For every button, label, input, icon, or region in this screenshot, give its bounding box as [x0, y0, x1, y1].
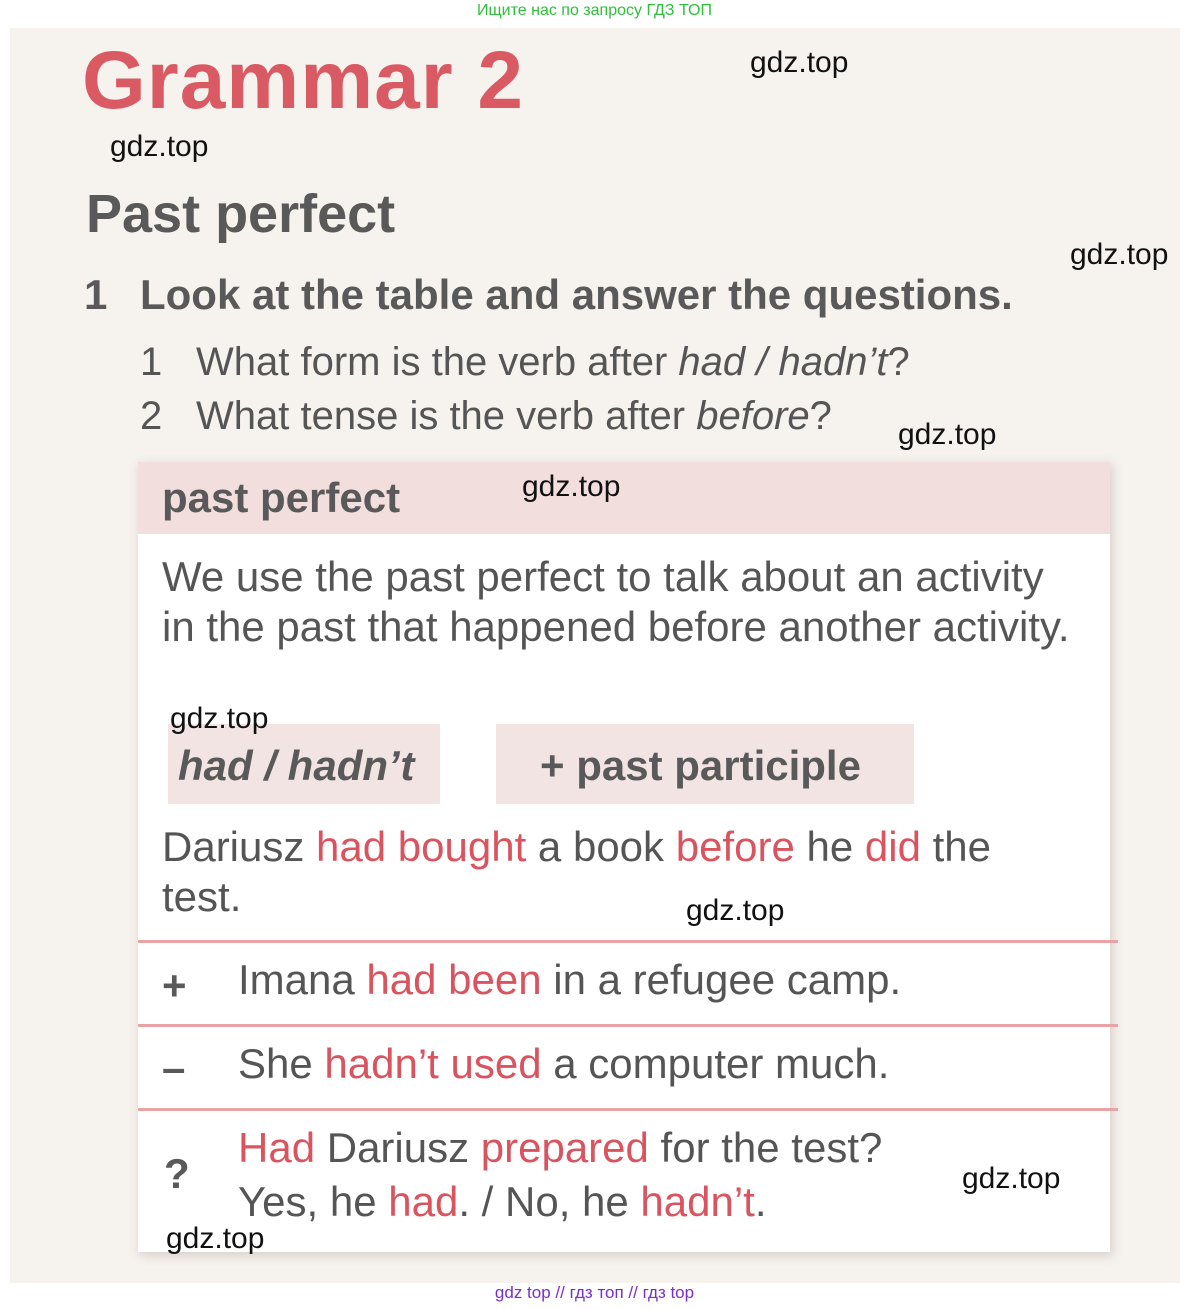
table-header-label: past perfect: [162, 474, 401, 521]
example-segment: Dariusz: [162, 823, 317, 870]
watermark: gdz.top: [522, 470, 621, 503]
example-segment-highlight: before: [675, 823, 795, 870]
table-divider: [138, 1024, 1118, 1027]
question-example: Had Dariusz prepared for the test?: [238, 1124, 883, 1171]
example-segment-highlight: did: [864, 823, 921, 870]
grammar-table: [138, 462, 1110, 1252]
watermark: gdz.top: [750, 46, 849, 79]
negative-example: She hadn’t used a computer much.: [238, 1040, 890, 1087]
watermark: gdz.top: [166, 1222, 265, 1255]
short-answers: Yes, he had. / No, he hadn’t.: [238, 1178, 767, 1225]
page-title: Grammar 2: [82, 35, 525, 126]
table-explanation: We use the past perfect to talk about an activity in the past that happened before another activity.: [162, 553, 1070, 650]
form-participle: + past participle: [540, 742, 861, 789]
form-auxiliary: had / hadn’t: [178, 742, 415, 789]
negative-symbol: –: [162, 1044, 186, 1091]
watermark: gdz.top: [170, 702, 269, 735]
watermark: gdz.top: [962, 1162, 1061, 1195]
watermark: gdz.top: [110, 130, 209, 163]
example-segment: a book: [526, 823, 676, 870]
question-symbol: ?: [164, 1150, 190, 1197]
watermark: gdz.top: [898, 418, 997, 451]
affirmative-example: Imana had been in a refugee camp.: [238, 956, 902, 1003]
top-banner[interactable]: Ищите нас по запросу ГДЗ ТОП: [477, 2, 712, 19]
question-text: What tense is the verb after before?: [196, 394, 832, 438]
question-number: 1: [140, 340, 163, 384]
example-segment-highlight: had bought: [316, 823, 527, 870]
question-number: 2: [140, 394, 163, 438]
question-text: What form is the verb after had / hadn’t?: [196, 340, 910, 384]
bottom-banner[interactable]: gdz top // гдз топ // гдз top: [494, 1283, 695, 1302]
section-subtitle: Past perfect: [86, 184, 396, 244]
example-sentence: [162, 822, 1082, 922]
affirmative-symbol: +: [162, 962, 187, 1009]
example-segment: he: [794, 823, 865, 870]
table-divider: [138, 1108, 1118, 1111]
exercise-number: 1: [84, 271, 108, 318]
exercise-instruction: Look at the table and answer the questions.: [140, 271, 1013, 318]
example-segment: the test.: [162, 823, 991, 920]
watermark: gdz.top: [1070, 238, 1169, 271]
watermark: gdz.top: [686, 894, 785, 927]
table-divider: [138, 940, 1118, 943]
